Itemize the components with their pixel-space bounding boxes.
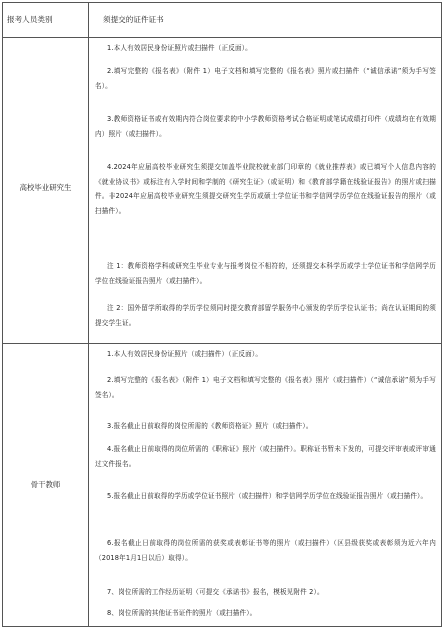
category-cell: 骨干教师 xyxy=(30,480,61,489)
doc-item: 5.报名截止日前取得的学历或学位证书照片（或扫描件）和学信网学历学位在线验证报告照片（或扫描件）。 xyxy=(107,492,428,500)
requirements-table xyxy=(2,2,442,627)
doc-item: 4.2024年应届高校毕业研究生须提交加盖毕业院校就业部门印章的《就业推荐表》或已填写个人信息内容的《就业协议书》或标注有入学时间和学制的《研究生证》（或证明）和《教育部学籍在线验证报告》的照片或扫描件。非2024年应届高校毕业研究生须提交研究生学历或硕士学位证书和学信网学历学位在线验证报告的照片（或扫描件）。 xyxy=(95,163,436,215)
doc-item: 2.填写完整的《报名表》（附件 1）电子文档和填写完整的《报名表》照片或扫描件（“诚信承诺”须为手写签名）。 xyxy=(95,67,436,90)
doc-item: 3.教师资格证书或有效期内符合岗位要求的中小学教师资格考试合格证明或笔试成绩打印件（成绩均在有效期内）照片（或扫描件）。 xyxy=(95,115,436,138)
doc-item: 注 1：教师资格学科或研究生毕业专业与报考岗位不相符的，还须提交本科学历或学士学位证书和学信网学历学位在线验证报告照片（或扫描件）。 xyxy=(95,262,436,285)
table-row-graduates xyxy=(3,37,441,344)
doc-item: 4.报名截止日前取得的岗位所需的《职称证》照片（或扫描件）。职称证书暂未下发的，可提交评审表或评审通过文件报名。 xyxy=(95,445,436,468)
doc-item: 8、岗位所需的其他证书证件的照片（或扫描件）。 xyxy=(107,609,257,617)
doc-item: 1.本人有效居民身份证照片或扫描件（正反面）。 xyxy=(107,44,252,52)
doc-item: 1.本人有效居民身份证照片（或扫描件）（正反面）。 xyxy=(107,350,263,358)
category-cell: 高校毕业研究生 xyxy=(19,183,72,192)
table-header xyxy=(3,3,441,38)
doc-item: 3.报名截止日前取得的岗位所需的《教师资格证》照片（或扫描件）。 xyxy=(107,422,313,430)
doc-item: 6.报名截止日前取得的岗位所需的获奖或表彰证书等的照片（或扫描件）（区县级获奖或表彰须为近六年内（2018年1月1日以后）取得）。 xyxy=(95,539,436,562)
header-category: 报考人员类别 xyxy=(7,15,53,24)
doc-item: 2.填写完整的《报名表》（附件 1）电子文档和填写完整的《报名表》照片（或扫描件）（“诚信承诺”须为手写签名）。 xyxy=(95,376,436,399)
header-documents: 须提交的证件证书 xyxy=(103,15,164,24)
doc-item: 注 2：国外留学所取得的学历学位须同时提交教育部留学服务中心颁发的学历学位认证书；尚在认证期间的须提交学生证。 xyxy=(95,304,436,327)
doc-item: 7、岗位所需的工作经历证明（可提交《承诺书》报名，模板见附件 2）。 xyxy=(107,588,324,596)
table-row-key-teachers xyxy=(3,343,441,627)
